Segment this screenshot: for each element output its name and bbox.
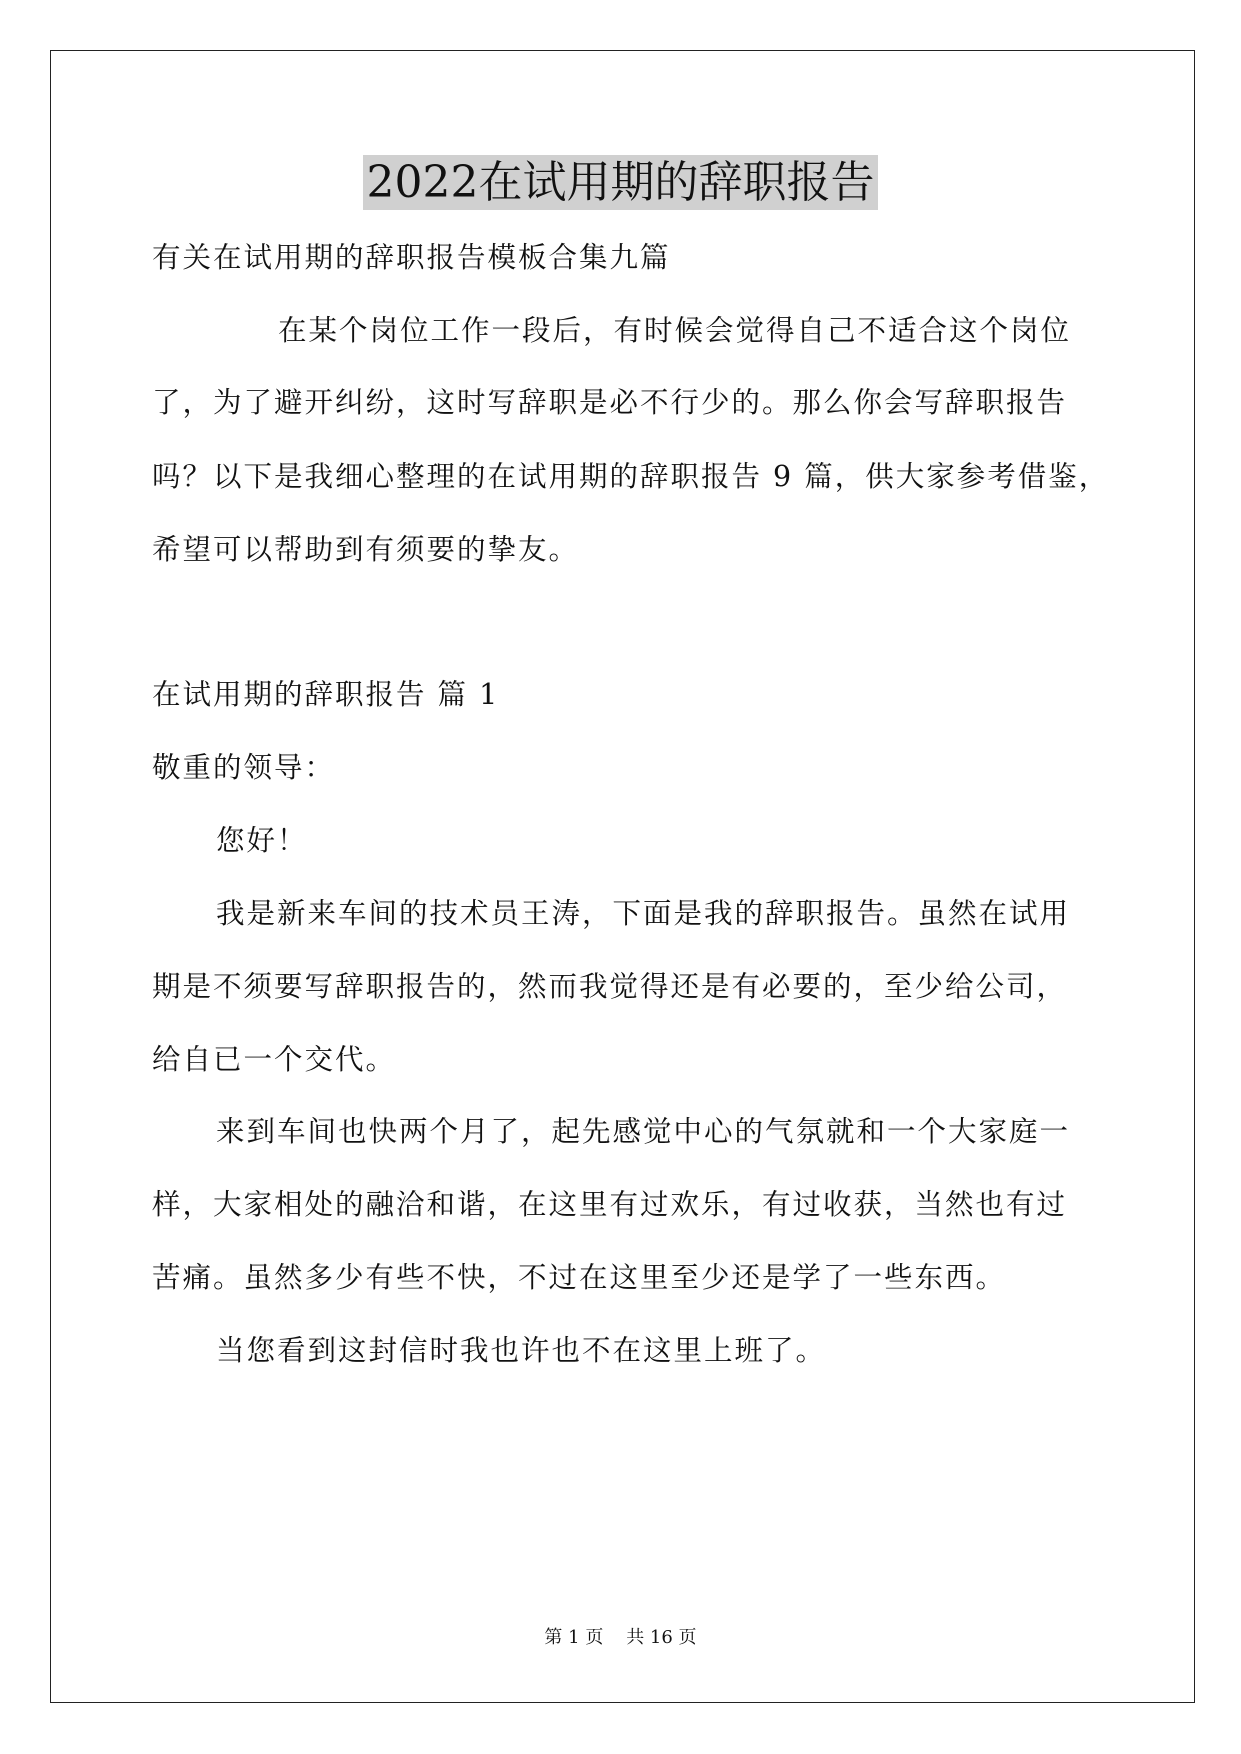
body-line: 当您看到这封信时我也许也不在这里上班了。: [216, 1334, 827, 1367]
intro-line: 吗？以下是我细心整理的在试用期的辞职报告 9 篇，供大家参考借鉴，: [152, 460, 1110, 493]
intro-line: 在某个岗位工作一段后，有时候会觉得自己不适合这个岗位: [278, 314, 1072, 347]
salutation: 敬重的领导：: [152, 751, 336, 784]
body-line: 苦痛。虽然多少有些不快，不过在这里至少还是学了一些东西。: [152, 1261, 1007, 1294]
body-line: 我是新来车间的技术员王涛，下面是我的辞职报告。虽然在试用: [216, 897, 1071, 930]
section-heading: 在试用期的辞职报告 篇 1: [152, 678, 500, 711]
intro-line: 了，为了避开纠纷，这时写辞职是必不行少的。那么你会写辞职报告: [152, 386, 1068, 419]
page-footer: 第 1 页 共 16 页: [544, 1627, 697, 1648]
body-line: 样，大家相处的融洽和谐，在这里有过欢乐，有过收获，当然也有过: [152, 1188, 1068, 1221]
title-text: 2022在试用期的辞职报告: [363, 155, 879, 210]
body-line: 给自已一个交代。: [152, 1043, 397, 1076]
body-line: 期是不须要写辞职报告的，然而我觉得还是有必要的，至少给公司，: [152, 970, 1068, 1003]
intro-line: 希望可以帮助到有须要的挚友。: [152, 533, 580, 566]
body-line: 来到车间也快两个月了，起先感觉中心的气氛就和一个大家庭一: [216, 1115, 1071, 1148]
page-border: [50, 50, 1195, 1703]
subtitle: 有关在试用期的辞职报告模板合集九篇: [152, 241, 671, 274]
document-title: [0, 152, 1241, 214]
greeting: 您好！: [216, 824, 308, 857]
